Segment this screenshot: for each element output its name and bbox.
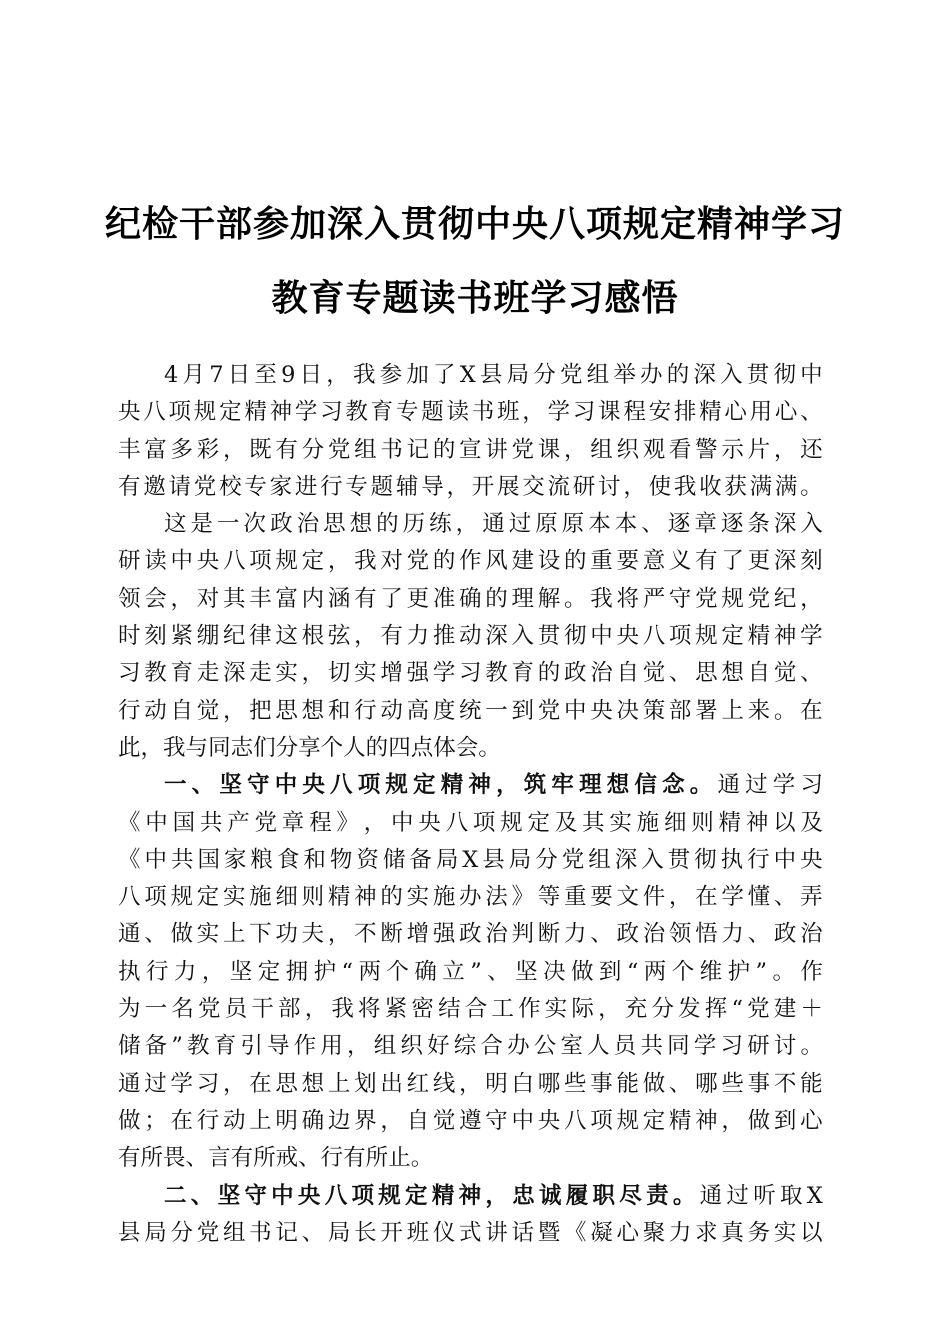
body-line: 时 刻 紧 绷 纪 律 这 根 弦 ， 有 力 推 动 深 入 贯 彻 中 央 八 项 规 定 精 神 学 — [118, 623, 823, 650]
body-line: 丰 富 多 彩 ， 既 有 分 党 组 书 记 的 宣 讲 党 课 ， 组 织 观 看 警 示 片 ， 还 — [118, 436, 823, 463]
body-line: 二 、 坚 守 中 央 八 项 规 定 精 神 ， 忠 诚 履 职 尽 责 。 通 过 听 取 X — [164, 1182, 823, 1209]
body-line: 领 会 ， 对 其 丰 富 内 涵 有 了 更 准 确 的 理 解 。 我 将 严 守 党 规 党 纪 ， — [118, 585, 823, 612]
body-line: 执 行 力 ， 坚 定 拥 护 “ 两 个 确 立 ” 、 坚 决 做 到 “ 两 个 维 护 ” 。 作 — [118, 958, 823, 985]
body-line: 央 八 项 规 定 精 神 学 习 教 育 专 题 读 书 班 ， 学 习 课 程 安 排 精 心 用 心 、 — [118, 399, 823, 426]
body-line: 为 一 名 党 员 干 部 ， 我 将 紧 密 结 合 工 作 实 际 ， 充 分 发 挥 “ 党 建 ＋ — [118, 996, 823, 1023]
body-line: 习 教 育 走 深 走 实 ， 切 实 增 强 学 习 教 育 的 政 治 自 觉 、 思 想 自 觉 、 — [118, 660, 823, 687]
body-line: 储 备 ” 教 育 引 导 作 用 ， 组 织 好 综 合 办 公 室 人 员 共 同 学 习 研 讨 。 — [118, 1033, 823, 1060]
document-body — [118, 357, 823, 1252]
body-line: 一 、 坚 守 中 央 八 项 规 定 精 神 ， 筑 牢 理 想 信 念 。 通 过 学 习 — [164, 772, 823, 799]
body-line: 研 读 中 央 八 项 规 定 ， 我 对 党 的 作 风 建 设 的 重 要 意 义 有 了 更 深 刻 — [118, 548, 823, 575]
body-line: 4 月 7 日 至 9 日 ， 我 参 加 了 X 县 局 分 党 组 举 办 的 深 入 贯 彻 中 — [164, 362, 823, 388]
body-line: 通 、 做 实 上 下 功 夫 ， 不 断 增 强 政 治 判 断 力 、 政 治 领 悟 力 、 政 治 — [118, 921, 823, 948]
document-title-line-1: 纪检干部参加深入贯彻中央八项规定精神学习 — [104, 204, 845, 245]
body-line: 《 中 国 共 产 党 章 程 》 ， 中 央 八 项 规 定 及 其 实 施 细 则 精 神 以 及 — [118, 809, 823, 836]
body-line: 做 ； 在 行 动 上 明 确 边 界 ， 自 觉 遵 守 中 央 八 项 规 定 精 神 ， 做 到 心 — [118, 1107, 823, 1134]
body-line: 有 所 畏 、 言 有 所 戒 、 行 有 所 止 。 — [118, 1145, 434, 1172]
body-line: 此 ， 我 与 同 志 们 分 享 个 人 的 四 点 体 会 。 — [118, 734, 501, 761]
body-line: 八 项 规 定 实 施 细 则 精 神 的 实 施 办 法 》 等 重 要 文 件 ， 在 学 懂 、 弄 — [118, 884, 823, 911]
body-line: 通 过 学 习 ， 在 思 想 上 划 出 红 线 ， 明 白 哪 些 事 能 做 、 哪 些 事 不 能 — [118, 1070, 823, 1097]
body-line: 县 局 分 党 组 书 记 、 局 长 开 班 仪 式 讲 话 暨 《 凝 心 聚 力 求 真 务 实 以 — [118, 1219, 823, 1246]
body-line: 《 中 共 国 家 粮 食 和 物 资 储 备 局 X 县 局 分 党 组 深 入 贯 彻 执 行 中 央 — [118, 846, 823, 873]
body-line: 这 是 一 次 政 治 思 想 的 历 练 ， 通 过 原 原 本 本 、 逐 章 逐 条 深 入 — [164, 511, 823, 538]
body-line: 行 动 自 觉 ， 把 思 想 和 行 动 高 度 统 一 到 党 中 央 决 策 部 署 上 来 。 在 — [118, 697, 823, 724]
body-line: 有 邀 请 党 校 专 家 进 行 专 题 辅 导 ， 开 展 交 流 研 讨 ， 使 我 收 获 满 满 。 — [118, 473, 823, 500]
document-title-line-2: 教育专题读书班学习感悟 — [271, 278, 679, 319]
